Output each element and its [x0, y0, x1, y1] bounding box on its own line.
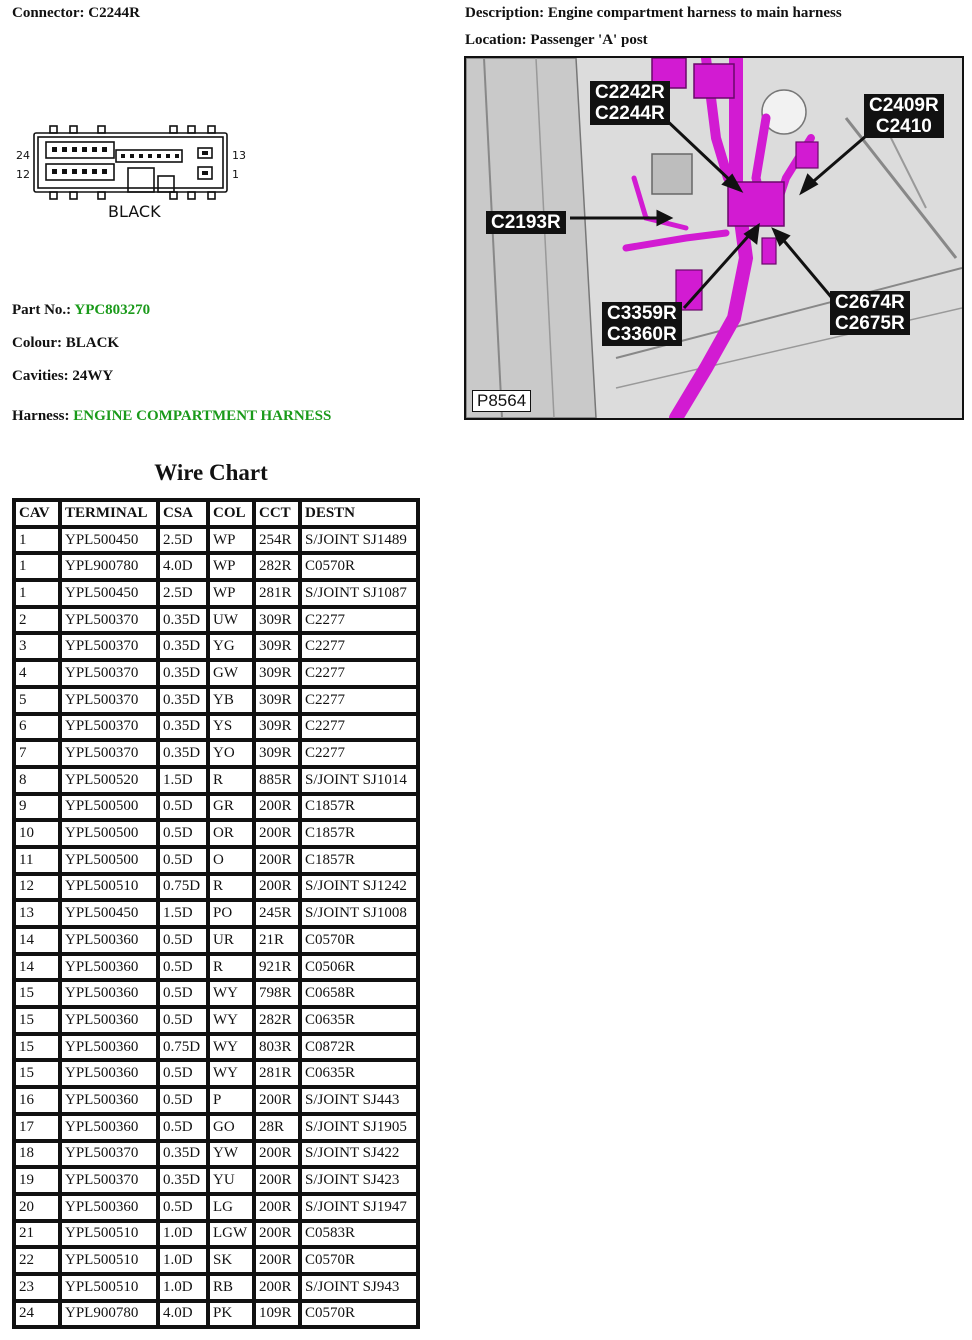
- cell-csa: 2.5D: [158, 580, 208, 607]
- cell-cct: 200R: [254, 1167, 300, 1194]
- cell-cav: 4: [14, 660, 60, 687]
- cell-destn: S/JOINT SJ443: [300, 1087, 418, 1114]
- pin-number-12: 12: [16, 168, 30, 181]
- cell-destn: C0570R: [300, 553, 418, 580]
- connector-face-drawing: [12, 118, 262, 228]
- table-row: [14, 1007, 418, 1034]
- table-row: [14, 794, 418, 821]
- cell-col: OR: [208, 820, 254, 847]
- cell-cav: 10: [14, 820, 60, 847]
- cell-destn: C1857R: [300, 794, 418, 821]
- cell-terminal: YPL500370: [60, 1167, 158, 1194]
- cell-cct: 200R: [254, 1087, 300, 1114]
- cell-csa: 0.35D: [158, 1167, 208, 1194]
- cell-cav: 1: [14, 580, 60, 607]
- cell-destn: C0570R: [300, 927, 418, 954]
- cell-csa: 0.5D: [158, 847, 208, 874]
- cell-destn: C0506R: [300, 954, 418, 981]
- table-row: [14, 927, 418, 954]
- cell-cav: 19: [14, 1167, 60, 1194]
- cell-cav: 15: [14, 1060, 60, 1087]
- figure-number: P8564: [472, 390, 531, 412]
- cell-destn: C0872R: [300, 1034, 418, 1061]
- cell-cav: 1: [14, 527, 60, 554]
- callout-c2242r-c2244r: [590, 81, 670, 125]
- table-row: [14, 1247, 418, 1274]
- cell-cct: 885R: [254, 767, 300, 794]
- cell-cct: 309R: [254, 740, 300, 767]
- cell-col: PO: [208, 900, 254, 927]
- column-header-cct: CCT: [254, 500, 300, 527]
- location-heading: [465, 32, 648, 49]
- cell-terminal: YPL900780: [60, 553, 158, 580]
- cell-terminal: YPL500370: [60, 740, 158, 767]
- cell-destn: S/JOINT SJ1008: [300, 900, 418, 927]
- cell-destn: C2277: [300, 633, 418, 660]
- cell-col: O: [208, 847, 254, 874]
- cell-destn: C2277: [300, 687, 418, 714]
- cell-csa: 0.35D: [158, 660, 208, 687]
- cell-cct: 282R: [254, 553, 300, 580]
- cell-col: PK: [208, 1301, 254, 1328]
- column-header-csa: CSA: [158, 500, 208, 527]
- table-row: [14, 900, 418, 927]
- connector-value: C2244R: [88, 5, 140, 21]
- harness-label: Harness:: [12, 408, 70, 424]
- callout-c2193r: [486, 211, 566, 234]
- table-row: [14, 1141, 418, 1168]
- pin-number-1: 1: [232, 168, 239, 181]
- harness-line: [12, 408, 331, 425]
- cell-col: YG: [208, 633, 254, 660]
- cell-col: YW: [208, 1141, 254, 1168]
- cell-terminal: YPL500510: [60, 874, 158, 901]
- cell-cct: 200R: [254, 820, 300, 847]
- cell-destn: S/JOINT SJ422: [300, 1141, 418, 1168]
- cell-csa: 4.0D: [158, 1301, 208, 1328]
- callout-text: C2409R: [869, 95, 939, 116]
- cell-terminal: YPL500360: [60, 1060, 158, 1087]
- table-row: [14, 633, 418, 660]
- cell-cav: 8: [14, 767, 60, 794]
- cell-col: R: [208, 874, 254, 901]
- cell-col: YU: [208, 1167, 254, 1194]
- cell-cct: 309R: [254, 633, 300, 660]
- cell-csa: 1.5D: [158, 900, 208, 927]
- cell-csa: 0.5D: [158, 794, 208, 821]
- cell-col: UW: [208, 607, 254, 634]
- callout-text: C2674R: [835, 292, 905, 313]
- table-row: [14, 1221, 418, 1248]
- cell-cav: 15: [14, 980, 60, 1007]
- cell-cav: 6: [14, 714, 60, 741]
- cell-csa: 0.5D: [158, 927, 208, 954]
- cell-destn: S/JOINT SJ943: [300, 1274, 418, 1301]
- cell-terminal: YPL500360: [60, 1034, 158, 1061]
- cell-col: WP: [208, 527, 254, 554]
- cell-csa: 1.0D: [158, 1221, 208, 1248]
- cell-terminal: YPL500510: [60, 1221, 158, 1248]
- cell-destn: C1857R: [300, 847, 418, 874]
- column-header-terminal: TERMINAL: [60, 500, 158, 527]
- cell-col: RB: [208, 1274, 254, 1301]
- harness-link[interactable]: ENGINE COMPARTMENT HARNESS: [73, 408, 332, 424]
- table-row: [14, 553, 418, 580]
- cell-cct: 109R: [254, 1301, 300, 1328]
- cell-col: LG: [208, 1194, 254, 1221]
- cell-cav: 15: [14, 1034, 60, 1061]
- cell-cct: 200R: [254, 1221, 300, 1248]
- wire-chart-table: [12, 498, 420, 1329]
- cell-col: R: [208, 954, 254, 981]
- cell-destn: C0635R: [300, 1060, 418, 1087]
- table-row: [14, 1060, 418, 1087]
- cell-terminal: YPL500370: [60, 714, 158, 741]
- cell-destn: C1857R: [300, 820, 418, 847]
- callout-c2674r-c2675r: [830, 291, 910, 335]
- cell-destn: S/JOINT SJ1905: [300, 1114, 418, 1141]
- cell-csa: 1.0D: [158, 1247, 208, 1274]
- cell-cav: 9: [14, 794, 60, 821]
- cell-csa: 0.35D: [158, 714, 208, 741]
- callout-text: C3359R: [607, 303, 677, 324]
- cell-terminal: YPL500360: [60, 927, 158, 954]
- cell-col: WP: [208, 580, 254, 607]
- table-row: [14, 580, 418, 607]
- cell-terminal: YPL500520: [60, 767, 158, 794]
- cell-terminal: YPL500510: [60, 1274, 158, 1301]
- cell-cct: 21R: [254, 927, 300, 954]
- cell-destn: S/JOINT SJ1242: [300, 874, 418, 901]
- cell-destn: C2277: [300, 714, 418, 741]
- cell-col: YS: [208, 714, 254, 741]
- cell-col: WY: [208, 1007, 254, 1034]
- cell-csa: 0.5D: [158, 1060, 208, 1087]
- cell-csa: 0.5D: [158, 820, 208, 847]
- cell-csa: 0.35D: [158, 687, 208, 714]
- pin-number-13: 13: [232, 149, 246, 162]
- cell-destn: C0570R: [300, 1247, 418, 1274]
- cell-terminal: YPL500370: [60, 687, 158, 714]
- cell-cav: 20: [14, 1194, 60, 1221]
- location-photo: [464, 56, 964, 420]
- cell-csa: 2.5D: [158, 527, 208, 554]
- cell-cct: 282R: [254, 1007, 300, 1034]
- connector-heading: [12, 5, 140, 22]
- column-header-col: COL: [208, 500, 254, 527]
- table-row: [14, 820, 418, 847]
- connector-face-diagram: [12, 118, 262, 228]
- cell-terminal: YPL500370: [60, 607, 158, 634]
- pin-number-24: 24: [16, 149, 30, 162]
- cell-cav: 17: [14, 1114, 60, 1141]
- cell-cav: 1: [14, 553, 60, 580]
- table-row: [14, 740, 418, 767]
- cell-csa: 0.5D: [158, 1114, 208, 1141]
- cell-col: WP: [208, 553, 254, 580]
- cell-cct: 200R: [254, 1141, 300, 1168]
- callout-text: C3360R: [607, 324, 677, 345]
- cell-col: YO: [208, 740, 254, 767]
- table-row: [14, 980, 418, 1007]
- part-number-line: [12, 302, 150, 319]
- cell-cct: 200R: [254, 1194, 300, 1221]
- cell-csa: 0.35D: [158, 607, 208, 634]
- cavities-value: 24WY: [72, 368, 114, 384]
- cavities-line: [12, 368, 113, 385]
- cell-destn: C2277: [300, 660, 418, 687]
- cell-cav: 13: [14, 900, 60, 927]
- cell-col: WY: [208, 980, 254, 1007]
- cell-cct: 309R: [254, 687, 300, 714]
- callout-c3359r-c3360r: [602, 302, 682, 346]
- cell-terminal: YPL500360: [60, 1194, 158, 1221]
- cell-terminal: YPL500370: [60, 633, 158, 660]
- cell-csa: 4.0D: [158, 553, 208, 580]
- cell-cav: 15: [14, 1007, 60, 1034]
- table-row: [14, 714, 418, 741]
- cell-cct: 309R: [254, 714, 300, 741]
- cell-cct: 309R: [254, 607, 300, 634]
- cell-destn: C0583R: [300, 1221, 418, 1248]
- cell-col: GW: [208, 660, 254, 687]
- cell-col: SK: [208, 1247, 254, 1274]
- cell-csa: 1.0D: [158, 1274, 208, 1301]
- cell-cav: 7: [14, 740, 60, 767]
- cell-cav: 3: [14, 633, 60, 660]
- cell-terminal: YPL900780: [60, 1301, 158, 1328]
- callout-text: C2410: [875, 116, 932, 137]
- callout-c2409r-c2410: [864, 94, 944, 138]
- table-row: [14, 874, 418, 901]
- cell-csa: 0.35D: [158, 1141, 208, 1168]
- cell-cct: 254R: [254, 527, 300, 554]
- table-row: [14, 1034, 418, 1061]
- table-row: [14, 607, 418, 634]
- cell-cav: 23: [14, 1274, 60, 1301]
- cell-terminal: YPL500360: [60, 1087, 158, 1114]
- cell-cct: 798R: [254, 980, 300, 1007]
- connector-label: Connector:: [12, 5, 85, 21]
- wire-chart-body: [14, 527, 418, 1328]
- cell-terminal: YPL500450: [60, 900, 158, 927]
- cell-cct: 309R: [254, 660, 300, 687]
- table-row: [14, 954, 418, 981]
- cell-terminal: YPL500450: [60, 580, 158, 607]
- location-label: Location:: [465, 32, 527, 48]
- cell-terminal: YPL500360: [60, 980, 158, 1007]
- cell-terminal: YPL500450: [60, 527, 158, 554]
- table-row: [14, 660, 418, 687]
- cell-terminal: YPL500510: [60, 1247, 158, 1274]
- table-header-row: [14, 500, 418, 527]
- cell-cct: 281R: [254, 580, 300, 607]
- wire-chart-header: [14, 500, 418, 527]
- cell-csa: 0.5D: [158, 1087, 208, 1114]
- table-row: [14, 1087, 418, 1114]
- cell-cct: 200R: [254, 874, 300, 901]
- column-header-cav: CAV: [14, 500, 60, 527]
- description-label: Description:: [465, 5, 545, 21]
- cell-cav: 2: [14, 607, 60, 634]
- cell-terminal: YPL500370: [60, 1141, 158, 1168]
- cell-destn: C2277: [300, 607, 418, 634]
- table-row: [14, 687, 418, 714]
- part-number-label: Part No.:: [12, 302, 72, 318]
- cell-col: WY: [208, 1034, 254, 1061]
- callout-text: C2193R: [491, 212, 561, 233]
- cell-col: YB: [208, 687, 254, 714]
- cell-cav: 14: [14, 927, 60, 954]
- table-row: [14, 767, 418, 794]
- cell-terminal: YPL500500: [60, 820, 158, 847]
- description-heading: [465, 5, 842, 22]
- colour-value: BLACK: [65, 335, 120, 351]
- colour-line: [12, 335, 119, 352]
- callout-text: C2675R: [835, 313, 905, 334]
- cell-col: P: [208, 1087, 254, 1114]
- cell-csa: 0.5D: [158, 1194, 208, 1221]
- cell-col: UR: [208, 927, 254, 954]
- cell-terminal: YPL500360: [60, 954, 158, 981]
- cell-csa: 0.5D: [158, 954, 208, 981]
- cell-cct: 200R: [254, 1247, 300, 1274]
- table-row: [14, 1194, 418, 1221]
- cell-cct: 281R: [254, 1060, 300, 1087]
- location-value: Passenger 'A' post: [530, 32, 648, 48]
- cell-cct: 28R: [254, 1114, 300, 1141]
- description-value: Engine compartment harness to main harness: [547, 5, 842, 21]
- table-row: [14, 847, 418, 874]
- cavities-label: Cavities:: [12, 368, 69, 384]
- cell-cct: 245R: [254, 900, 300, 927]
- cell-cav: 16: [14, 1087, 60, 1114]
- cell-cav: 22: [14, 1247, 60, 1274]
- part-number-link[interactable]: YPC803270: [74, 302, 151, 318]
- cell-cct: 200R: [254, 847, 300, 874]
- cell-destn: S/JOINT SJ1014: [300, 767, 418, 794]
- cell-terminal: YPL500360: [60, 1114, 158, 1141]
- cell-cct: 200R: [254, 794, 300, 821]
- cell-cav: 18: [14, 1141, 60, 1168]
- table-row: [14, 527, 418, 554]
- cell-csa: 0.75D: [158, 874, 208, 901]
- cell-destn: C0570R: [300, 1301, 418, 1328]
- table-row: [14, 1274, 418, 1301]
- cell-terminal: YPL500500: [60, 847, 158, 874]
- cell-col: WY: [208, 1060, 254, 1087]
- connector-colour-text: BLACK: [108, 202, 161, 221]
- table-row: [14, 1114, 418, 1141]
- cell-cav: 5: [14, 687, 60, 714]
- cell-terminal: YPL500370: [60, 660, 158, 687]
- cell-cav: 12: [14, 874, 60, 901]
- cell-cct: 921R: [254, 954, 300, 981]
- cell-cav: 14: [14, 954, 60, 981]
- colour-label: Colour:: [12, 335, 62, 351]
- callout-text: C2242R: [595, 82, 665, 103]
- cell-cct: 803R: [254, 1034, 300, 1061]
- cell-csa: 0.35D: [158, 633, 208, 660]
- cell-col: R: [208, 767, 254, 794]
- cell-csa: 0.35D: [158, 740, 208, 767]
- cell-destn: S/JOINT SJ423: [300, 1167, 418, 1194]
- cell-destn: S/JOINT SJ1087: [300, 580, 418, 607]
- table-row: [14, 1167, 418, 1194]
- cell-csa: 0.5D: [158, 1007, 208, 1034]
- cell-destn: C0658R: [300, 980, 418, 1007]
- cell-csa: 0.5D: [158, 980, 208, 1007]
- cell-terminal: YPL500360: [60, 1007, 158, 1034]
- cell-destn: C0635R: [300, 1007, 418, 1034]
- callout-text: C2244R: [595, 103, 665, 124]
- cell-cct: 200R: [254, 1274, 300, 1301]
- cell-cav: 11: [14, 847, 60, 874]
- cell-cav: 21: [14, 1221, 60, 1248]
- cell-csa: 1.5D: [158, 767, 208, 794]
- cell-col: GR: [208, 794, 254, 821]
- cell-destn: S/JOINT SJ1947: [300, 1194, 418, 1221]
- column-header-destn: DESTN: [300, 500, 418, 527]
- cell-destn: S/JOINT SJ1489: [300, 527, 418, 554]
- cell-col: LGW: [208, 1221, 254, 1248]
- cell-cav: 24: [14, 1301, 60, 1328]
- table-row: [14, 1301, 418, 1328]
- cell-terminal: YPL500500: [60, 794, 158, 821]
- cell-destn: C2277: [300, 740, 418, 767]
- wire-chart-title: Wire Chart: [154, 460, 268, 485]
- cell-csa: 0.75D: [158, 1034, 208, 1061]
- cell-col: GO: [208, 1114, 254, 1141]
